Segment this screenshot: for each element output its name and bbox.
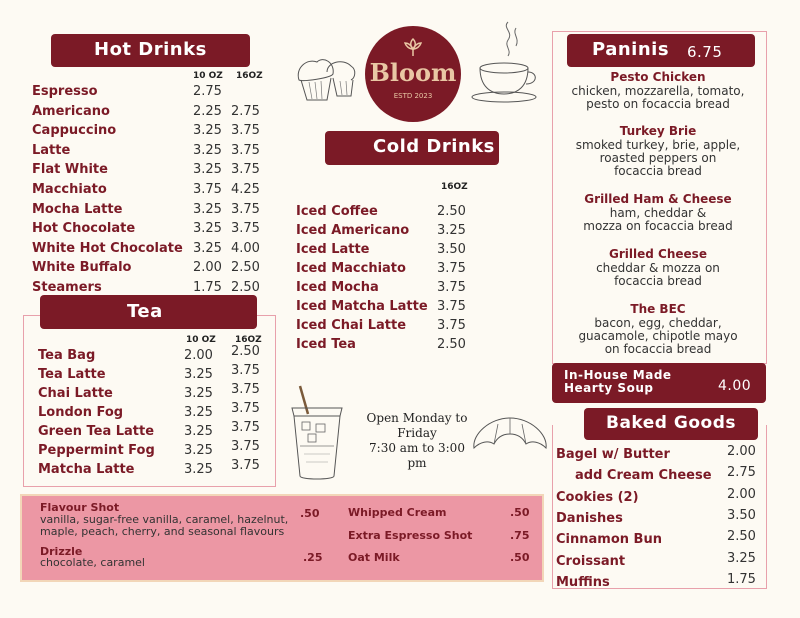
tea-price-16oz: 3.75 <box>231 420 260 435</box>
hot-drink-price-16oz: 3.75 <box>231 162 260 178</box>
panini-name: Grilled Ham & Cheese <box>584 192 732 206</box>
hot-drink-price-16oz: 4.25 <box>231 182 260 197</box>
hot-drink-price-10oz: 3.25 <box>193 142 222 158</box>
extra-espresso-price: .75 <box>510 529 530 542</box>
panini-description: pesto on focaccia bread <box>586 97 730 111</box>
tea-name: Chai Latte <box>38 386 113 401</box>
panini-description: focaccia bread <box>614 164 702 178</box>
panini-description: on focaccia bread <box>604 342 712 356</box>
hot-drink-price-16oz: 4.00 <box>231 240 260 256</box>
drizzle-price: .25 <box>303 551 323 564</box>
flavour-shot-desc-1: vanilla, sugar-free vanilla, caramel, hazelnut, <box>40 513 289 526</box>
baked-good-price: 1.75 <box>727 571 756 587</box>
panini-description: mozza on focaccia bread <box>583 219 733 233</box>
cold-drink-name: Iced Latte <box>296 242 370 257</box>
hot-drink-name: White Buffalo <box>32 260 132 276</box>
hot-drink-name: Macchiato <box>32 182 107 197</box>
hot-drink-name: Hot Chocolate <box>32 221 136 237</box>
panini-description: roasted peppers on <box>599 151 717 165</box>
tea-name: London Fog <box>38 405 124 420</box>
hot-drink-price-10oz: 3.25 <box>193 123 222 139</box>
tea-price-10oz: 3.25 <box>184 405 213 420</box>
hot-drink-name: Espresso <box>32 84 98 99</box>
cold-drink-name: Iced Chai Latte <box>296 318 407 333</box>
hot-drink-price-10oz: 2.00 <box>193 260 222 276</box>
tea-col-10oz: 10 OZ <box>186 335 216 345</box>
hot-drink-price-16oz: 3.75 <box>231 142 260 158</box>
tea-price-10oz: 3.25 <box>184 462 213 477</box>
baked-good-name: Cinnamon Bun <box>556 532 662 548</box>
baked-good-name: add Cream Cheese <box>575 468 712 484</box>
opening-hours <box>358 411 476 471</box>
hours-line-3: 7:30 am to 3:00 pm <box>369 441 465 470</box>
soup-price: 4.00 <box>718 378 752 394</box>
tea-name: Tea Bag <box>38 348 96 363</box>
panini-name: Turkey Brie <box>619 124 697 138</box>
tea-price-16oz: 3.75 <box>231 439 260 454</box>
hot-drink-price-10oz: 3.25 <box>193 221 222 237</box>
cold-drink-price: 3.75 <box>437 280 466 295</box>
hours-line-1: Open Monday to <box>366 411 468 425</box>
baked-goods-banner <box>584 408 758 440</box>
panini-description: bacon, egg, cheddar, <box>594 316 722 330</box>
tea-banner <box>40 295 257 329</box>
cold-drink-price: 3.75 <box>437 261 466 276</box>
cold-drink-name: Iced Coffee <box>296 204 378 219</box>
extra-espresso-name: Extra Espresso Shot <box>348 529 473 542</box>
panini-description: smoked turkey, brie, apple, <box>575 138 741 152</box>
hot-drink-price-16oz: 2.75 <box>231 103 260 119</box>
hot-drink-name: Mocha Latte <box>32 201 123 217</box>
cold-drink-price: 3.25 <box>437 223 466 238</box>
hot-drink-price-10oz: 3.25 <box>193 162 222 178</box>
whipped-cream-price: .50 <box>510 506 530 519</box>
baked-good-price: 2.00 <box>727 444 756 459</box>
baked-good-name: Bagel w/ Butter <box>556 447 670 462</box>
soup-line-1: In-House Made <box>564 368 672 382</box>
tea-price-10oz: 3.25 <box>184 424 213 439</box>
hot-drink-price-10oz: 3.25 <box>193 240 222 256</box>
panini-description: focaccia bread <box>614 274 702 288</box>
tea-price-16oz: 3.75 <box>231 382 260 397</box>
tea-name: Tea Latte <box>38 367 106 382</box>
drizzle-desc: chocolate, caramel <box>40 556 145 569</box>
panini-description: ham, cheddar & <box>609 206 707 220</box>
whipped-cream-name: Whipped Cream <box>348 506 447 519</box>
bloom-logo <box>365 26 461 122</box>
muffins-illustration <box>293 54 359 104</box>
hot-drink-price-10oz: 1.75 <box>193 280 222 295</box>
cold-drink-price: 3.50 <box>437 242 466 257</box>
cold-drinks-title: Cold Drinks <box>373 136 495 157</box>
hot-drinks-banner <box>51 34 250 67</box>
baked-good-price: 2.00 <box>727 486 756 502</box>
tea-name: Peppermint Fog <box>38 443 155 458</box>
panini-description: cheddar & mozza on <box>596 261 720 275</box>
panini-description: chicken, mozzarella, tomato, <box>571 84 745 98</box>
hours-line-2: Friday <box>397 426 437 440</box>
baked-good-name: Muffins <box>556 574 610 590</box>
tea-price-10oz: 3.25 <box>184 386 213 401</box>
hot-drink-name: Flat White <box>32 162 108 178</box>
hot-drink-name: Cappuccino <box>32 123 117 139</box>
hot-drink-name: White Hot Chocolate <box>32 240 183 256</box>
logo-estd: ESTD 2023 <box>393 92 433 100</box>
cold-drink-name: Iced Mocha <box>296 280 379 295</box>
soup-banner <box>552 363 766 403</box>
cold-col-16oz: 16OZ <box>441 182 468 192</box>
panini-item <box>558 70 758 111</box>
hot-drinks-title: Hot Drinks <box>94 39 207 60</box>
tea-price-16oz: 3.75 <box>231 363 260 378</box>
panini-name: Pesto Chicken <box>610 70 706 84</box>
cold-drink-name: Iced Macchiato <box>296 261 406 276</box>
hot-drink-price-10oz: 3.25 <box>193 201 222 217</box>
panini-item <box>558 192 758 233</box>
hot-drink-price-10oz: 2.75 <box>193 84 222 99</box>
hot-drink-price-16oz: 3.75 <box>231 201 260 217</box>
panini-item <box>558 124 758 178</box>
baked-goods-title: Baked Goods <box>606 413 736 433</box>
panini-item <box>558 302 758 356</box>
hot-drink-price-16oz: 2.50 <box>231 280 260 295</box>
panini-name: Grilled Cheese <box>609 247 707 261</box>
hot-drink-price-16oz: 2.50 <box>231 260 260 276</box>
tea-price-10oz: 3.25 <box>184 443 213 458</box>
baked-good-name: Cookies (2) <box>556 489 639 505</box>
oat-milk-price: .50 <box>510 551 530 564</box>
cold-drink-name: Iced Matcha Latte <box>296 299 428 314</box>
croissant-illustration <box>470 412 550 454</box>
panini-description: guacamole, chipotle mayo <box>578 329 738 343</box>
flavour-shot-name: Flavour Shot <box>40 501 120 514</box>
baked-good-price: 3.25 <box>727 550 756 566</box>
paninis-banner <box>567 34 755 67</box>
cold-drinks-banner <box>325 131 499 165</box>
paninis-price: 6.75 <box>687 43 723 61</box>
logo-name: Bloom <box>369 58 457 87</box>
flavour-shot-desc-2: maple, peach, cherry, and seasonal flavours <box>40 525 285 538</box>
hot-drink-price-10oz: 3.75 <box>193 182 222 197</box>
soup-line-2: Hearty Soup <box>564 381 654 395</box>
cold-drink-name: Iced Tea <box>296 337 356 352</box>
flavour-shot-price: .50 <box>300 507 320 520</box>
tea-price-10oz: 3.25 <box>184 367 213 382</box>
hot-drink-name: Steamers <box>32 280 102 295</box>
tea-price-16oz: 3.75 <box>231 458 260 473</box>
cold-drink-price: 2.50 <box>437 337 466 352</box>
coffee-cup-illustration <box>470 18 544 104</box>
baked-good-price: 2.75 <box>727 465 756 481</box>
cold-drink-price: 3.75 <box>437 318 466 333</box>
cold-drink-price: 2.50 <box>437 204 466 219</box>
tea-price-16oz: 3.75 <box>231 401 260 416</box>
baked-good-price: 3.50 <box>727 507 756 523</box>
hot-col-16oz: 16OZ <box>236 71 263 81</box>
oat-milk-name: Oat Milk <box>348 551 400 564</box>
tea-price-10oz: 2.00 <box>184 348 213 363</box>
tea-name: Matcha Latte <box>38 462 135 477</box>
hot-drink-price-16oz: 3.75 <box>231 123 260 139</box>
hot-drink-price-16oz: 3.75 <box>231 221 260 237</box>
tea-name: Green Tea Latte <box>38 424 155 439</box>
paninis-title: Paninis <box>592 39 670 60</box>
cold-drink-name: Iced Americano <box>296 223 410 238</box>
flower-icon <box>401 36 425 58</box>
hot-col-10oz: 10 OZ <box>193 71 223 81</box>
hot-drink-name: Americano <box>32 103 110 119</box>
hot-drink-name: Latte <box>32 142 71 158</box>
tea-title: Tea <box>127 301 163 322</box>
drizzle-name: Drizzle <box>40 545 83 558</box>
hot-drink-price-10oz: 2.25 <box>193 103 222 119</box>
tea-price-16oz: 2.50 <box>231 344 260 359</box>
tea-col-16oz: 16OZ <box>235 335 262 345</box>
panini-name: The BEC <box>630 302 686 316</box>
panini-item <box>558 247 758 288</box>
baked-good-name: Croissant <box>556 553 626 569</box>
baked-good-name: Danishes <box>556 510 623 526</box>
iced-drink-illustration <box>286 384 350 484</box>
baked-good-price: 2.50 <box>727 529 756 545</box>
cold-drink-price: 3.75 <box>437 299 466 314</box>
